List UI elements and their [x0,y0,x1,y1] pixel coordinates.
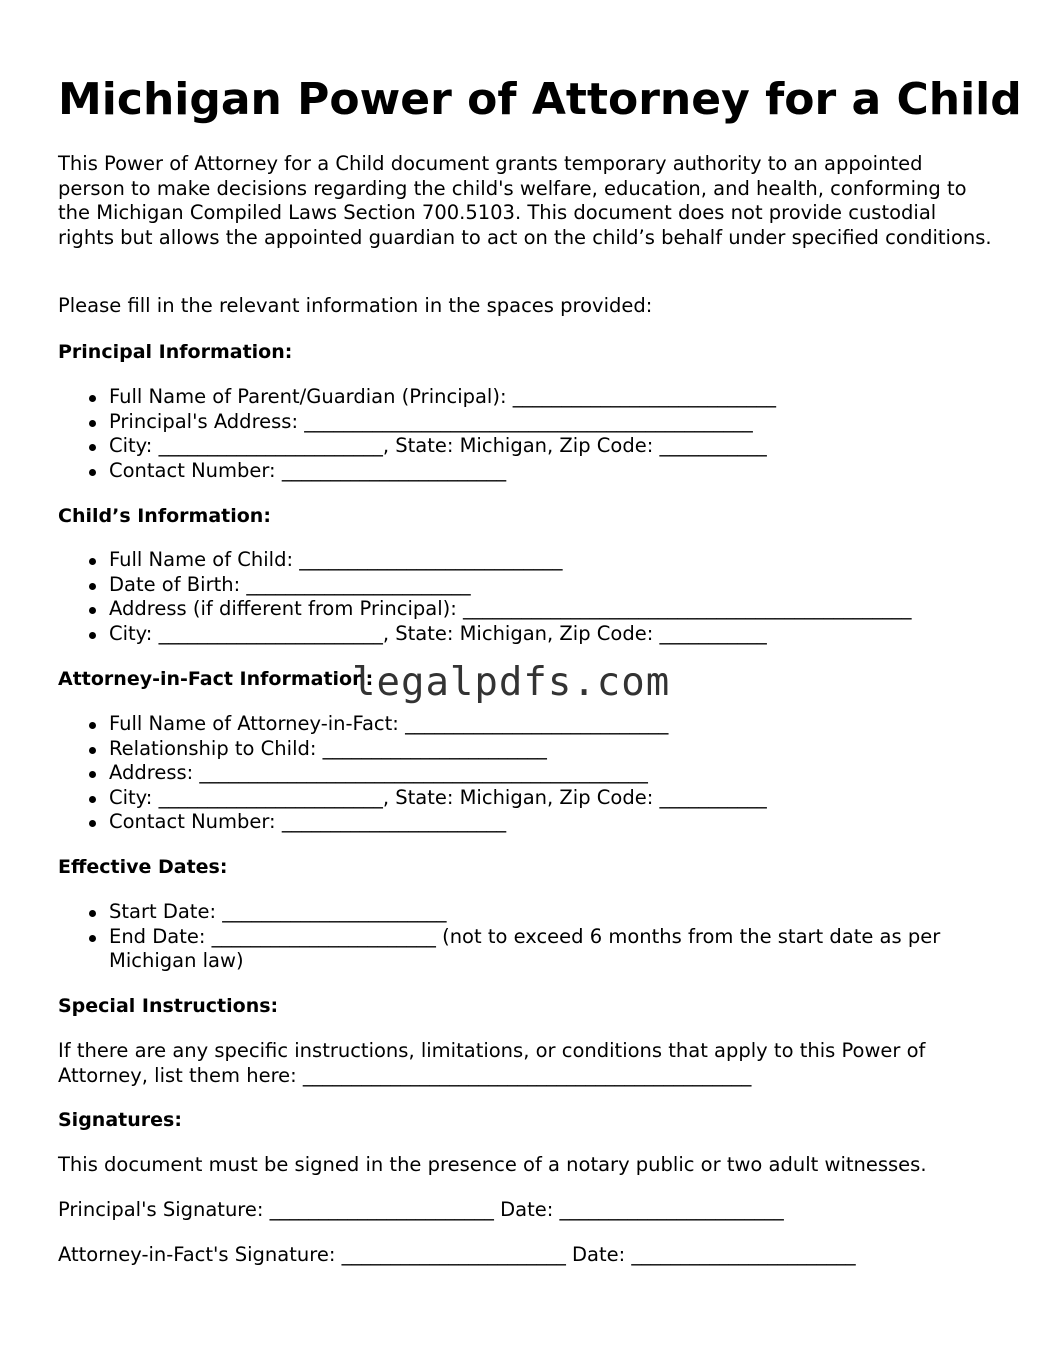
bullet-icon [89,796,96,803]
bullet-icon [89,583,96,590]
principal-heading: Principal Information: [58,341,293,363]
special-heading: Special Instructions: [58,995,279,1017]
attorney-address-field[interactable]: Address: ______________________________________________ [58,761,993,786]
bullet-icon [89,771,96,778]
signatures-heading: Signatures: [58,1109,182,1131]
child-full-name-field[interactable]: Full Name of Child: ___________________________ [58,548,993,573]
child-address-field[interactable]: Address (if different from Principal): ______________________________________________ [58,597,993,622]
bullet-icon [89,395,96,402]
principal-signature-line[interactable]: Principal's Signature: _______________________ Date: _______________________ [58,1198,784,1221]
bullet-icon [89,910,96,917]
attorney-city-field[interactable]: City: _______________________, State: Michigan, Zip Code: ___________ [58,786,993,811]
principal-contact-field[interactable]: Contact Number: _______________________ [58,459,993,484]
special-instructions-field[interactable]: If there are any specific instructions, limitations, or conditions that apply to this Power of Attorney, list them here: ______________________________________________ [58,1039,926,1087]
principal-city-field[interactable]: City: _______________________, State: Michigan, Zip Code: ___________ [58,434,993,459]
attorney-relationship-field[interactable]: Relationship to Child: _______________________ [58,737,993,762]
bullet-icon [89,747,96,754]
principal-list [58,385,993,483]
end-date-field[interactable]: End Date: _______________________ (not to exceed 6 months from the start date as per Michigan law) [58,925,993,974]
bullet-icon [89,469,96,476]
bullet-icon [89,722,96,729]
dates-list [58,900,993,974]
intro-paragraph: This Power of Attorney for a Child document grants temporary authority to an appointed person to make decisions regarding the child's welfare, education, and health, conforming to the Michigan Compiled Laws Section 700.5103. This document does not provide custodial rights but allows the appointed guardian to act on the child’s behalf under specified conditions. [58,152,992,249]
start-date-field[interactable]: Start Date: _______________________ [58,900,993,925]
bullet-icon [89,632,96,639]
bullet-icon [89,558,96,565]
bullet-icon [89,420,96,427]
principal-full-name-field[interactable]: Full Name of Parent/Guardian (Principal): ___________________________ [58,385,993,410]
principal-address-field[interactable]: Principal's Address: ______________________________________________ [58,410,993,435]
bullet-icon [89,444,96,451]
attorney-list [58,712,993,835]
attorney-contact-field[interactable]: Contact Number: _______________________ [58,810,993,835]
instruction-text: Please fill in the relevant information in the spaces provided: [58,294,653,317]
attorney-signature-line[interactable]: Attorney-in-Fact's Signature: _______________________ Date: _______________________ [58,1243,856,1266]
bullet-icon [89,935,96,942]
bullet-icon [89,820,96,827]
attorney-full-name-field[interactable]: Full Name of Attorney-in-Fact: ___________________________ [58,712,993,737]
child-city-field[interactable]: City: _______________________, State: Michigan, Zip Code: ___________ [58,622,993,647]
page-title: Michigan Power of Attorney for a Child [58,74,1022,125]
bullet-icon [89,607,96,614]
signature-note: This document must be signed in the presence of a notary public or two adult witnesses. [58,1153,927,1176]
child-heading: Child’s Information: [58,505,271,527]
child-dob-field[interactable]: Date of Birth: _______________________ [58,573,993,598]
dates-heading: Effective Dates: [58,856,228,878]
attorney-heading: Attorney-in-Fact Information: [58,668,374,690]
watermark-text: legalpdfs.com [352,660,671,705]
child-list [58,548,993,646]
